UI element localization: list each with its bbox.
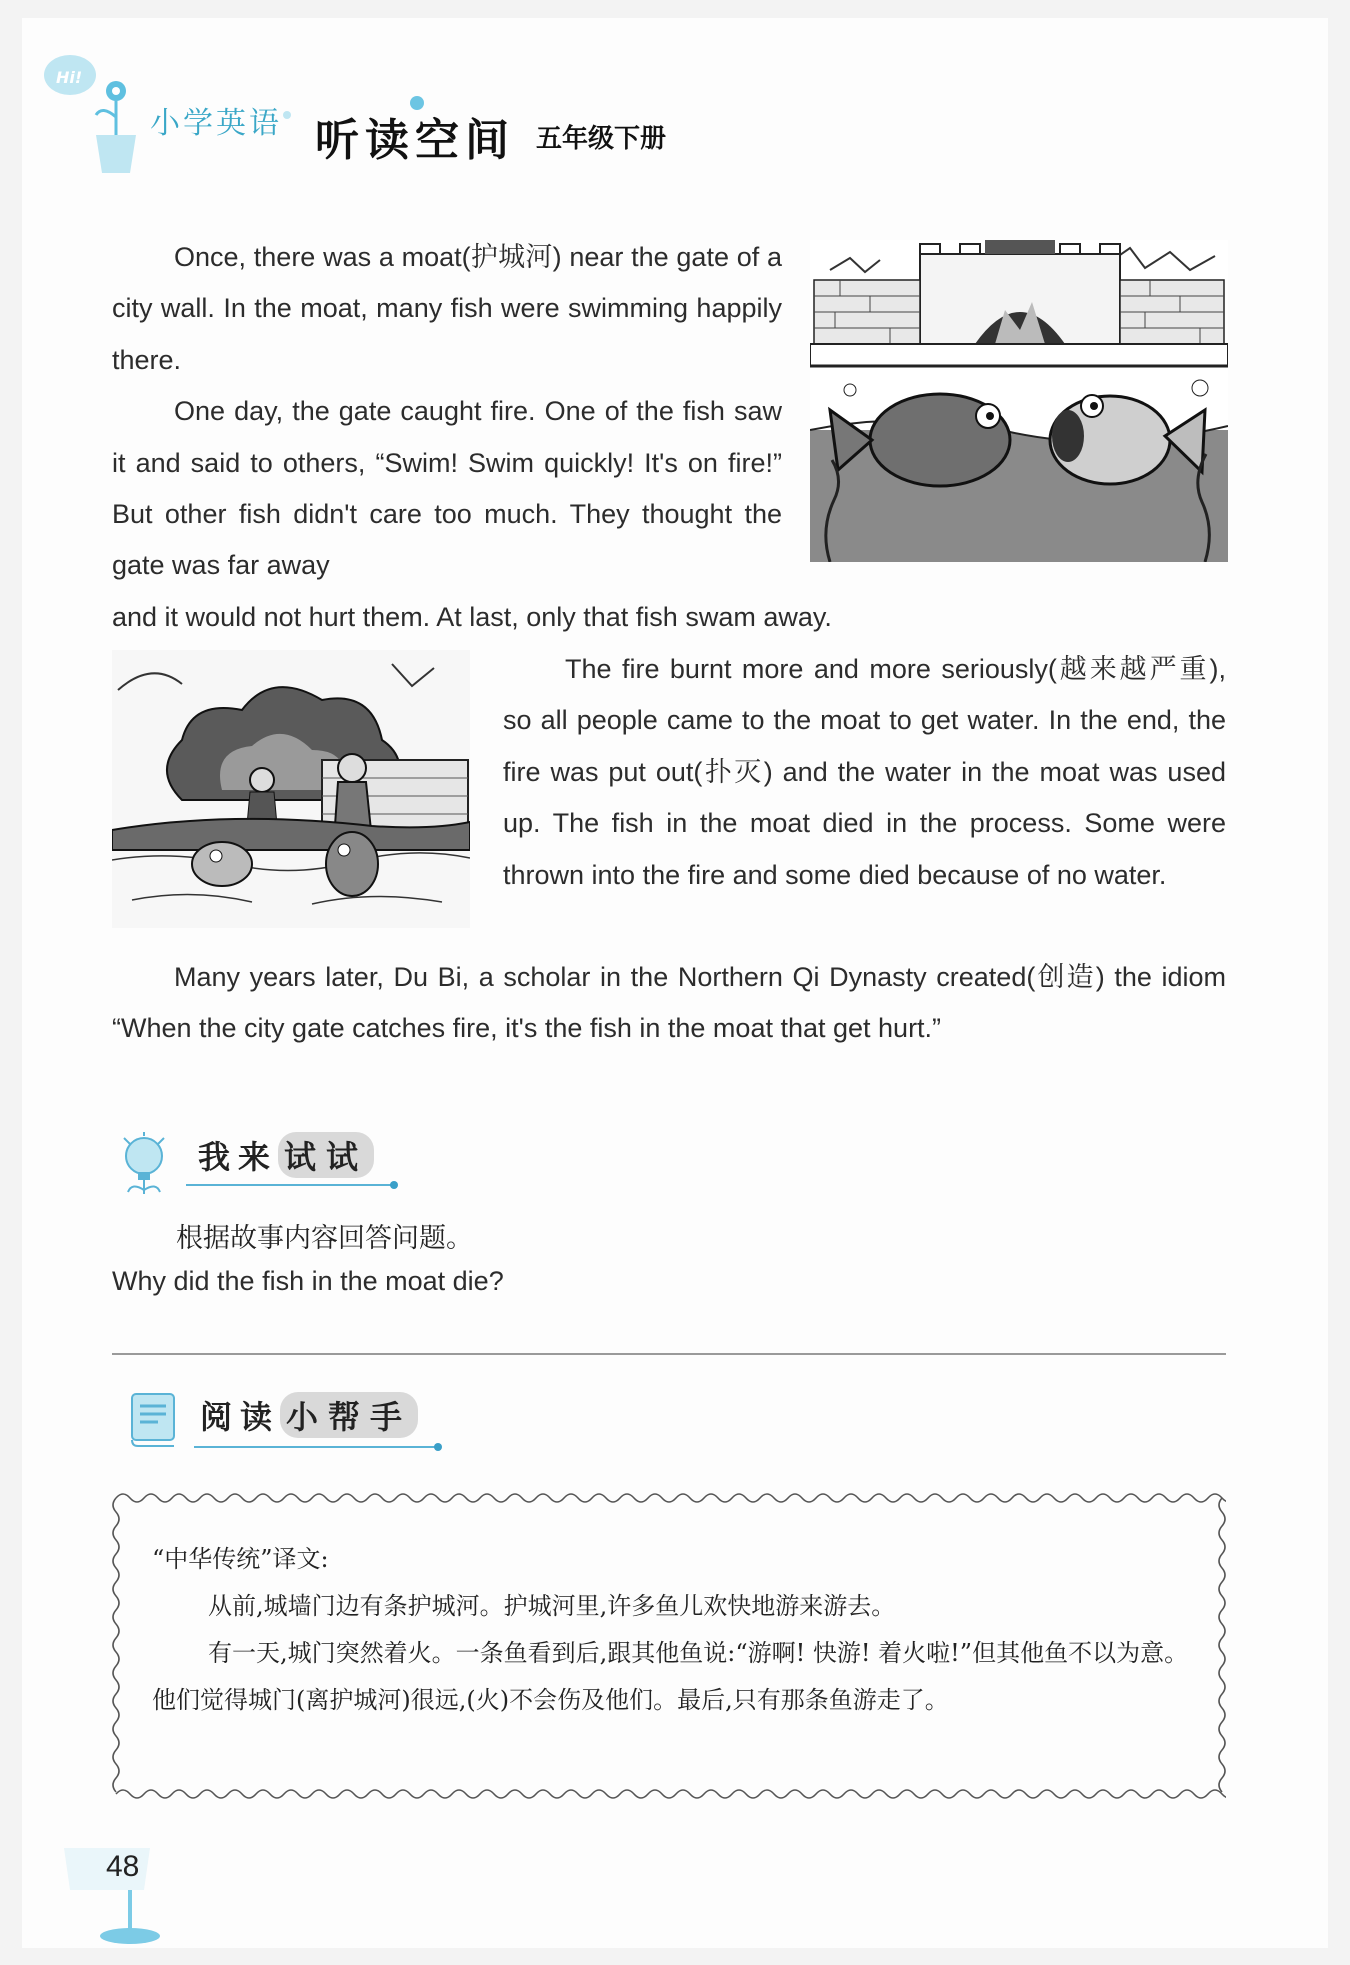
story-block-2 xyxy=(503,644,1226,901)
story-block-1 xyxy=(112,232,782,592)
footer-pot-decor xyxy=(60,1830,170,1950)
helper-section-title xyxy=(200,1392,418,1438)
translation-box xyxy=(112,1490,1226,1802)
story-paragraph-2-end: and it would not hurt them. At last, only that fish swam away. xyxy=(112,602,832,632)
fire-people-moat-illustration xyxy=(112,650,470,928)
dot-decor xyxy=(280,108,294,122)
book-title: 听读空间 xyxy=(315,115,515,166)
city-gate-fish-illustration xyxy=(810,240,1228,562)
story-paragraph-1: Once, there was a moat(护城河) near the gate of a city wall. In the moat, many fish were swimming happily there. xyxy=(112,242,782,375)
book-icon xyxy=(128,1392,178,1448)
try-section-underline xyxy=(186,1184,394,1186)
translation-text xyxy=(152,1536,1202,1724)
grade-label: 五年级下册 xyxy=(536,124,667,154)
story-block-1b xyxy=(112,592,1226,643)
series-title: 小学英语 xyxy=(150,106,282,141)
question-instruction: 根据故事内容回答问题。 xyxy=(176,1223,473,1254)
translation-paragraph-1: 从前,城墙门边有条护城河。护城河里,许多鱼儿欢快地游来游去。 xyxy=(208,1592,896,1620)
story-paragraph-4: Many years later, Du Bi, a scholar in the Northern Qi Dynasty created(创造) the idiom “When the city gate catches fire, it's the fish in the moat that get hurt.” xyxy=(112,962,1226,1044)
helper-title-highlight: 小帮手 xyxy=(280,1392,418,1438)
story-paragraph-3: The fire burnt more and more seriously(越来越严重), so all people came to the moat to get water. In the end, the fire was put out(扑灭) and the water in the moat was used up. The fish in the moat died in the process. Some were thrown into the fire and some died because of no water. xyxy=(503,654,1226,890)
lightbulb-icon xyxy=(118,1132,170,1202)
translation-paragraph-2: 有一天,城门突然着火。一条鱼看到后,跟其他鱼说:“游啊! 快游! 着火啦!”但其他鱼不以为意。他们觉得城门(离护城河)很远,(火)不会伤及他们。最后,只有那条鱼游走了。 xyxy=(152,1639,1189,1714)
helper-title-plain: 阅读 xyxy=(200,1398,281,1436)
flower-pot-icon xyxy=(40,45,150,175)
story-paragraph-2: One day, the gate caught fire. One of the fish saw it and said to others, “Swim! Swim quickly! It's on fire!” But other fish didn't care too much. They thought the gate was far away xyxy=(112,396,782,581)
answer-line[interactable] xyxy=(112,1353,1226,1355)
try-title-highlight: 试试 xyxy=(278,1132,374,1178)
translation-heading: “中华传统”译文: xyxy=(152,1545,329,1573)
page-number: 48 xyxy=(106,1850,140,1883)
helper-section-underline xyxy=(194,1446,438,1448)
hi-badge-text: Hi! xyxy=(56,68,83,87)
question-text: Why did the fish in the moat die? xyxy=(112,1266,504,1296)
try-title-plain: 我来 xyxy=(198,1138,279,1176)
story-block-3 xyxy=(112,952,1226,1055)
try-section-title xyxy=(198,1132,374,1178)
